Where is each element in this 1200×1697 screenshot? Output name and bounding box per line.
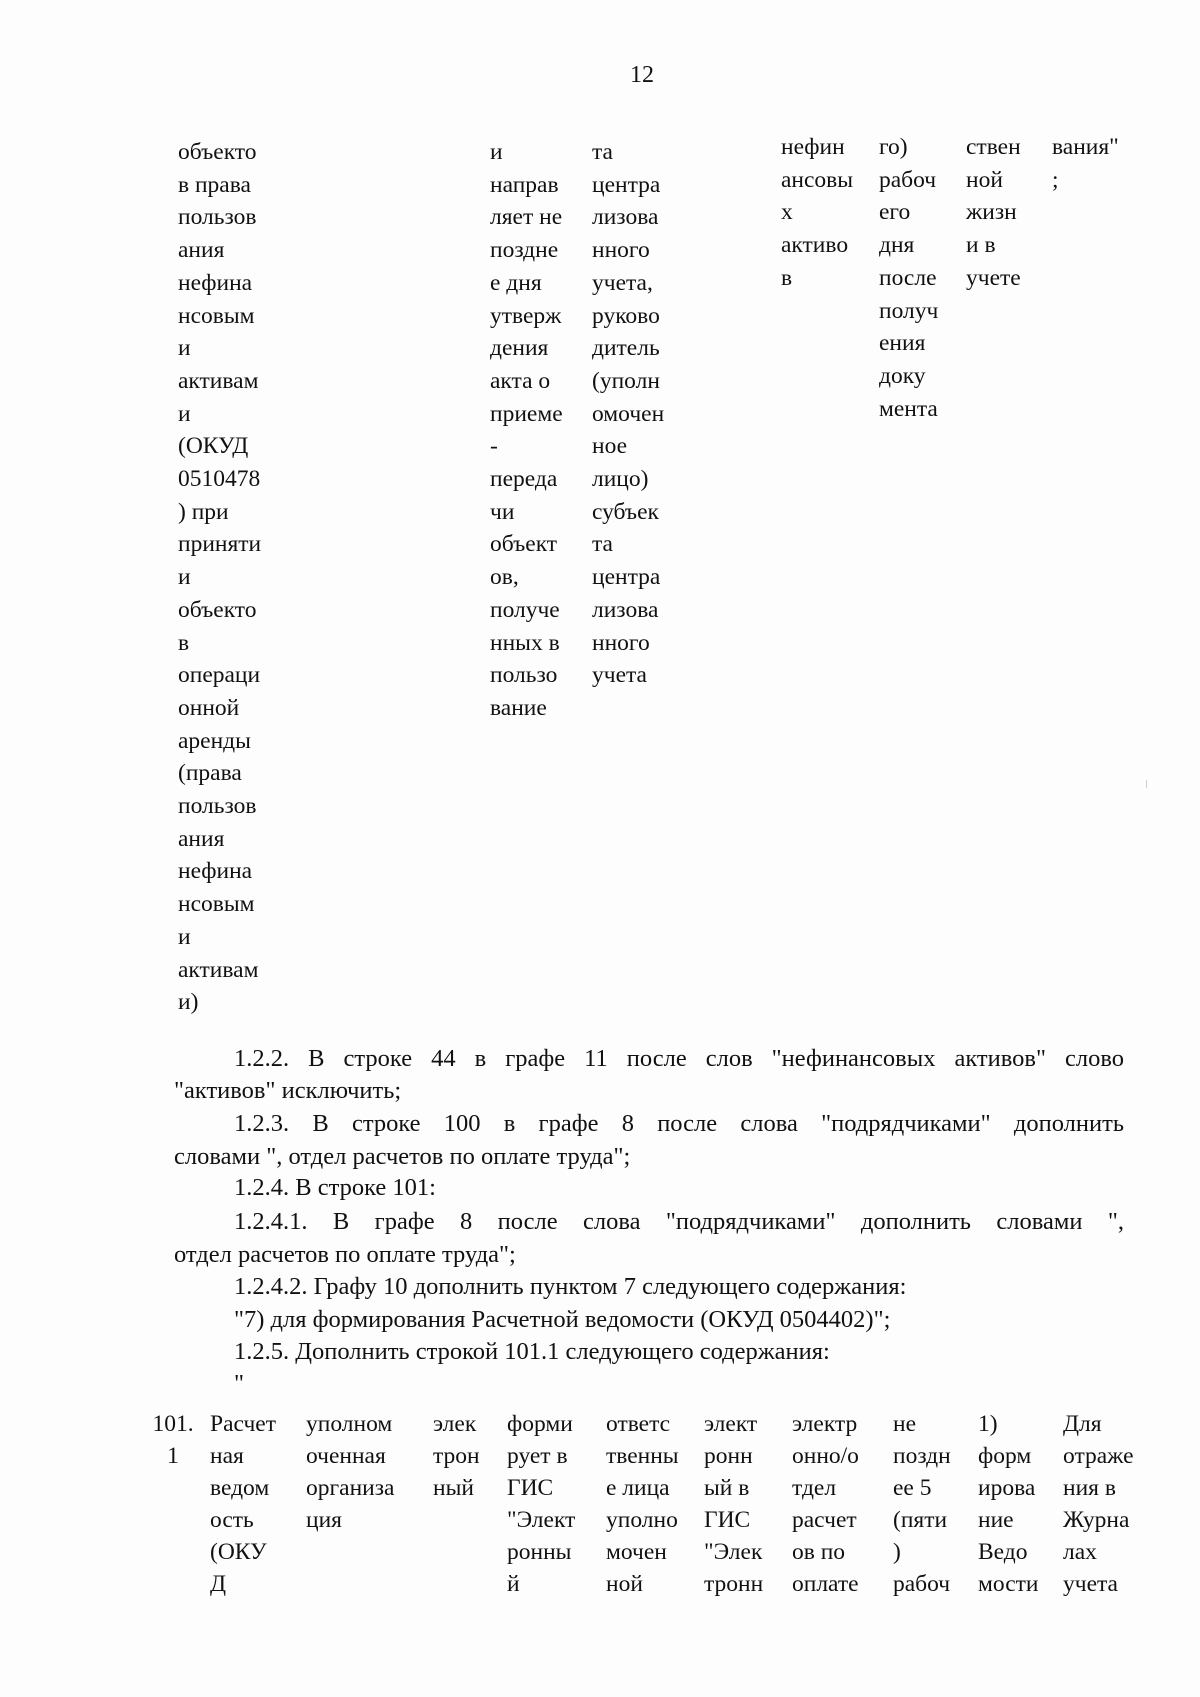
table-cell-line: ансовы <box>781 166 854 193</box>
table-cell-line: й <box>507 1571 520 1597</box>
table-cell-line: поздн <box>893 1443 951 1469</box>
table-cell-line: объекто <box>178 596 257 623</box>
table-cell-line: твенны <box>606 1443 679 1469</box>
table-column <box>978 1408 1038 1600</box>
table-cell-line: нефин <box>781 134 845 160</box>
table-cell-line: приняти <box>178 531 262 558</box>
table-cell-line: ее 5 <box>893 1475 932 1501</box>
table-cell-line: активам <box>178 367 259 394</box>
table-cell-line: ния в <box>1063 1475 1116 1501</box>
table-cell-line: ения <box>879 330 926 357</box>
table-cell-line: пользов <box>178 204 257 231</box>
table-cell-line: ания <box>178 237 225 264</box>
paragraph: отдел расчетов по оплате труда"; <box>174 1241 516 1268</box>
table-cell-line: ронны <box>507 1539 572 1565</box>
table-cell-line: трон <box>433 1443 480 1469</box>
table-cell-line: уполно <box>606 1507 678 1533</box>
table-cell-line: ) <box>893 1539 901 1565</box>
table-cell-line: пользо <box>490 662 558 689</box>
table-column <box>606 1408 679 1600</box>
table-cell-line: ция <box>306 1507 342 1533</box>
table-cell-line: электр <box>792 1411 858 1437</box>
table-column <box>490 136 563 725</box>
table-column <box>704 1408 763 1600</box>
table-cell-line: в права <box>178 171 251 198</box>
table-cell-line: чи <box>490 498 515 525</box>
table-cell-line: отраже <box>1063 1443 1134 1469</box>
table-cell-line: и в <box>966 232 996 259</box>
table-cell-line: руково <box>592 302 660 329</box>
table-cell-line: 101. <box>152 1411 194 1437</box>
table-cell-line: лизова <box>592 596 659 623</box>
table-cell-line: "Элект <box>507 1507 576 1533</box>
table-column <box>433 1408 480 1504</box>
table-column <box>1063 1408 1134 1600</box>
table-cell-line: в <box>781 264 793 291</box>
table-cell-line: 0510478 <box>178 466 261 493</box>
table-cell-line: организа <box>306 1475 395 1501</box>
table-cell-line: аренды <box>178 727 251 754</box>
table-cell-line: Для <box>1063 1411 1102 1437</box>
table-cell-line: ронн <box>704 1443 753 1469</box>
table-cell-line: его <box>879 199 911 226</box>
paragraph: "7) для формирования Расчетной ведомости (ОКУД 0504402)"; <box>234 1306 891 1333</box>
table-cell-line: направ <box>490 171 559 198</box>
paragraph: 1.2.4. В строке 101: <box>234 1174 436 1201</box>
table-cell-line: мости <box>978 1571 1039 1597</box>
table-cell-line: и <box>178 564 191 591</box>
table-cell-line: утверж <box>490 302 562 329</box>
table-cell-line: дитель <box>592 335 660 362</box>
table-cell-line: поздне <box>490 237 559 264</box>
table-cell-line: та <box>592 531 613 558</box>
paragraph: 1.2.2. В строке 44 в графе 11 после слов "нефинансовых активов" слово <box>234 1045 1124 1072</box>
table-cell-line: активо <box>781 232 849 259</box>
table-cell-line: ов по <box>792 1539 846 1565</box>
table-cell-line: ГИС <box>507 1475 554 1501</box>
table-cell-line: омочен <box>592 400 665 427</box>
paragraph: "активов" исключить; <box>174 1077 402 1104</box>
table-cell-line: ной <box>606 1571 643 1597</box>
table-cell-line: лицо) <box>592 466 649 493</box>
table-cell-line: нного <box>592 629 650 656</box>
table-cell-line: Д <box>210 1571 227 1597</box>
table-cell-line: х <box>781 199 793 226</box>
paragraph: 1.2.4.1. В графе 8 после слова "подрядчиками" дополнить словами ", <box>234 1208 1124 1235</box>
table-cell-line: ания <box>178 825 225 852</box>
table-cell-line: лах <box>1063 1539 1097 1565</box>
table-cell-line: приеме <box>490 400 563 427</box>
table-cell-line: Расчет <box>210 1411 276 1437</box>
table-column <box>592 136 664 692</box>
table-cell-line: активам <box>178 956 259 983</box>
table-cell-line: элек <box>433 1411 477 1437</box>
table-cell-line: ный <box>433 1475 474 1501</box>
table-column <box>178 136 261 1019</box>
paragraph: 1.2.4.2. Графу 10 дополнить пунктом 7 следующего содержания: <box>234 1273 907 1300</box>
table-cell-line: ГИС <box>704 1507 751 1533</box>
table-cell-line: рабоч <box>893 1571 951 1597</box>
table-column <box>966 131 1021 295</box>
table-cell-line: нсовым <box>178 302 255 329</box>
table-cell-line: центра <box>592 564 661 591</box>
table-cell-line: оплате <box>792 1571 859 1597</box>
table-cell-line: мента <box>879 395 938 422</box>
table-cell-line: расчет <box>792 1507 857 1533</box>
table-cell-line: ведом <box>210 1475 270 1501</box>
table-cell-line: нефина <box>178 858 253 885</box>
table-cell-line: нефина <box>178 269 253 296</box>
table-cell-line: дня <box>879 232 915 259</box>
table-cell-line: жизн <box>966 199 1017 226</box>
table-cell-line: (пяти <box>893 1507 948 1533</box>
table-cell-line: не <box>893 1411 917 1437</box>
table-column <box>1052 131 1119 196</box>
table-cell-line: вания" <box>1052 134 1119 160</box>
table-cell-line: ) при <box>178 498 229 525</box>
table-cell-line: е дня <box>490 269 542 296</box>
table-cell-line: ответс <box>606 1411 671 1437</box>
table-cell-line: учета, <box>592 269 653 296</box>
table-cell-line: ное <box>592 433 628 460</box>
table-cell-line: учете <box>966 264 1021 291</box>
table-column <box>306 1408 394 1536</box>
table-cell-line: получ <box>879 297 939 324</box>
table-cell-line: и <box>178 335 191 362</box>
table-cell-line: элект <box>704 1411 758 1437</box>
table-cell-line: получе <box>490 596 560 623</box>
table-cell-line: ый в <box>704 1475 750 1501</box>
table-cell-line: пользов <box>178 793 257 820</box>
table-cell-line: субъек <box>592 498 659 525</box>
table-cell-line: ; <box>1052 166 1059 193</box>
table-cell-line: форм <box>978 1443 1032 1469</box>
table-cell-line: акта о <box>490 367 551 394</box>
table-column <box>210 1408 276 1600</box>
table-cell-line: операци <box>178 662 261 689</box>
table-cell-line: после <box>879 264 937 291</box>
table-cell-line: тронн <box>704 1571 764 1597</box>
table-cell-line: лизова <box>592 204 659 231</box>
table-cell-line: учета <box>1063 1571 1118 1597</box>
table-cell-line: ов, <box>490 564 519 591</box>
table-cell-line: дения <box>490 335 549 362</box>
table-cell-line: рабоч <box>879 166 937 193</box>
table-column <box>781 131 853 295</box>
table-cell-line: (ОКУ <box>210 1539 267 1565</box>
table-cell-line: мочен <box>606 1539 667 1565</box>
table-cell-line: нного <box>592 237 650 264</box>
table-column <box>893 1408 951 1600</box>
table-cell-line: - <box>490 433 498 460</box>
scan-artifact <box>1146 780 1147 788</box>
table-column <box>792 1408 859 1600</box>
table-cell-line: и <box>490 139 503 165</box>
paragraph: 1.2.3. В строке 100 в графе 8 после слова "подрядчиками" дополнить <box>234 1110 1124 1137</box>
table-cell-line: нных в <box>490 629 560 656</box>
table-cell-line: ирова <box>978 1475 1036 1501</box>
table-cell-line: объекто <box>178 139 257 165</box>
table-cell-line: (уполн <box>592 367 660 394</box>
table-cell-line: (ОКУД <box>178 433 249 460</box>
table-cell-line: в <box>178 629 190 656</box>
table-cell-line: Журна <box>1063 1507 1130 1533</box>
table-cell-line: объект <box>490 531 558 558</box>
table-cell-line: учета <box>592 662 647 689</box>
table-cell-line: ость <box>210 1507 254 1533</box>
table-cell-line: ляет не <box>490 204 563 231</box>
table-cell-line: доку <box>879 362 926 389</box>
table-cell-line: ние <box>978 1507 1014 1533</box>
table-cell-line: и) <box>178 989 199 1016</box>
table-cell-line: оченная <box>306 1443 386 1469</box>
table-cell-line: вание <box>490 694 547 721</box>
page-number: 12 <box>630 62 654 88</box>
table-cell-line: форми <box>507 1411 573 1437</box>
table-cell-line: ствен <box>966 134 1021 160</box>
table-cell-line: (права <box>178 760 242 787</box>
table-cell-line: 1) <box>978 1411 998 1437</box>
table-cell-line: ной <box>966 166 1003 193</box>
table-cell-line: онно/о <box>792 1443 859 1469</box>
table-column <box>148 1408 198 1472</box>
table-cell-line: Ведо <box>978 1539 1028 1565</box>
table-cell-line: центра <box>592 171 661 198</box>
table-cell-line: переда <box>490 466 558 493</box>
table-cell-line: и <box>178 923 191 950</box>
table-column <box>507 1408 575 1600</box>
table-cell-line: го) <box>879 134 908 160</box>
table-cell-line: уполном <box>306 1411 393 1437</box>
table-cell-line: ная <box>210 1443 244 1469</box>
table-cell-line: тдел <box>792 1475 837 1501</box>
table-column <box>879 131 938 425</box>
table-cell-line: нсовым <box>178 891 255 918</box>
table-cell-line: е лица <box>606 1475 670 1501</box>
paragraph: " <box>234 1370 245 1397</box>
table-cell-line: 1 <box>167 1443 179 1469</box>
table-cell-line: "Элек <box>704 1539 763 1565</box>
table-cell-line: рует в <box>507 1443 568 1469</box>
paragraph: 1.2.5. Дополнить строкой 101.1 следующего содержания: <box>234 1338 830 1365</box>
table-cell-line: та <box>592 139 613 165</box>
paragraph: словами ", отдел расчетов по оплате труда"; <box>174 1143 631 1170</box>
table-cell-line: и <box>178 400 191 427</box>
table-cell-line: онной <box>178 694 240 721</box>
